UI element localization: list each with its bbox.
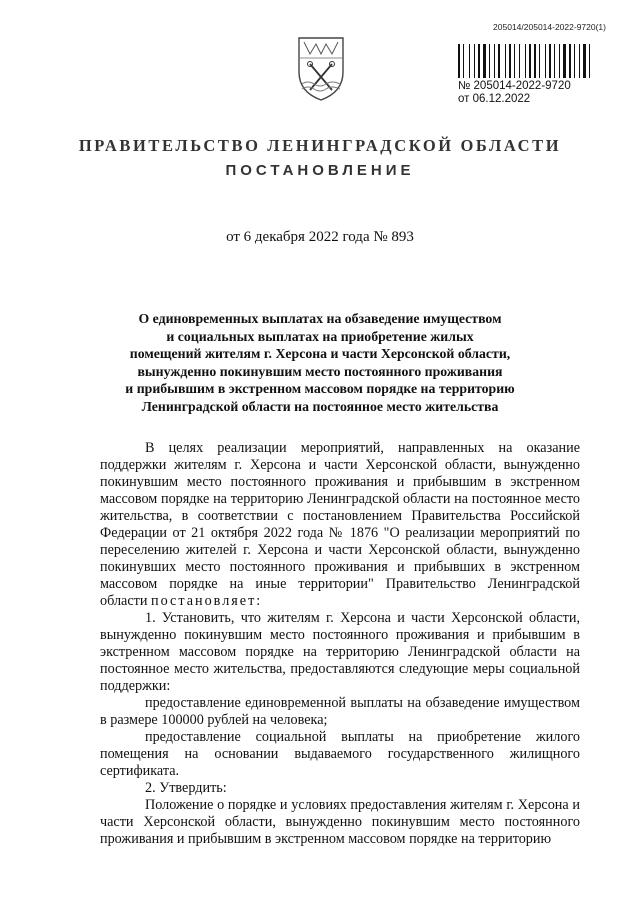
decree-date-number: от 6 декабря 2022 года № 893 — [226, 229, 414, 245]
registration-date: от 06.12.2022 — [458, 93, 531, 105]
document-code: 205014/205014-2022-9720(1) — [493, 22, 606, 32]
paragraph-lump-sum: предоставление единовременной выплаты на обзаведение имуществом в размере 100000 рублей на человека; — [100, 695, 580, 728]
government-title: ПРАВИТЕЛЬСТВО ЛЕНИНГРАДСКОЙ ОБЛАСТИ — [78, 136, 562, 155]
registration-number: № 205014-2022-9720 — [458, 80, 571, 92]
paragraph-regulation: Положение о порядке и условиях предоставления жителям г. Херсона и части Херсонской области, вынужденно покинувшим место постоянного проживания и прибывшим в экстренном массовом порядке на территорию — [100, 797, 580, 847]
subject-line: и социальных выплатах на приобретение жилых — [166, 328, 474, 344]
preamble-text: В целях реализации мероприятий, направленных на оказание поддержки жителям г. Херсона и части Херсонской области, вынужденно покинувшим место постоянного проживания и прибывшим в экстренном массовом порядке на территорию Ленинградской области на постоянное место жительства, в соответствии с постановлением Правительства Российской Федерации от 21 октября 2022 года № 1876 "О реализации мероприятий по переселению жителей г. Херсона и части Херсонской области, вынужденно покинувших место постоянного проживания и прибывших в экстренном массовом порядке на иные территории" Правительство Ленинградской области — [100, 440, 580, 609]
decree-title: ПОСТАНОВЛЕНИЕ — [225, 162, 415, 179]
decree-body — [100, 440, 580, 848]
subject-line: Ленинградской области на постоянное место жительства — [141, 398, 499, 414]
paragraph-item-1: 1. Установить, что жителям г. Херсона и части Херсонской области, вынужденно покинувшим место постоянного проживания и прибывшим в экстренном массовом порядке на территорию Ленинградской области на постоянное место жительства, предоставляются следующие меры социальной поддержки: — [100, 610, 580, 694]
resolves-word: постановляет: — [150, 593, 263, 609]
registration-stamp — [458, 44, 598, 106]
subject-line: О единовременных выплатах на обзаведение имуществом — [138, 311, 502, 326]
subject-line: и прибывшим в экстренном массовом порядке на территорию — [125, 381, 515, 397]
preamble-paragraph — [100, 440, 580, 610]
decree-subject — [100, 310, 540, 416]
subject-line: помещений жителям г. Херсона и части Херсонской области, — [129, 346, 511, 362]
coat-of-arms-icon — [296, 34, 346, 102]
barcode-icon — [458, 44, 598, 78]
paragraph-housing: предоставление социальной выплаты на приобретение жилого помещения на основании выдаваемого государственного жилищного сертификата. — [100, 729, 580, 779]
subject-line: вынужденно покинувшим место постоянного проживания — [137, 363, 503, 379]
paragraph-item-2: 2. Утвердить: — [145, 780, 227, 796]
